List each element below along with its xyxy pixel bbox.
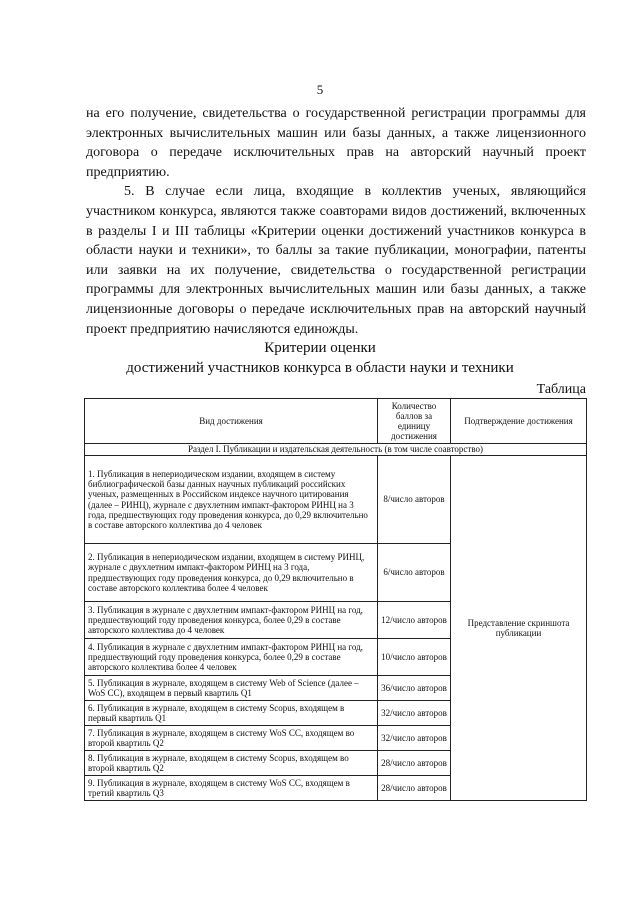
- body-text: [86, 104, 586, 339]
- section-row: [85, 444, 587, 456]
- paragraph-continuation: на его получение, свидетельства о государственной регистрации программы для электронных вычислительных машин или базы данных, а также лицензионного договора о передаче исключительных прав на авторский научный проект предприятию.: [86, 106, 586, 180]
- confirmation-cell: Представление скриншота публикации: [451, 456, 587, 801]
- criteria-title-line1: Критерии оценки: [264, 340, 376, 356]
- header-confirmation: Подтверждение достижения: [451, 399, 587, 444]
- header-points: Количество баллов за единицу достижения: [378, 399, 451, 444]
- row-description: 3. Публикация в журнале с двухлетним импакт-фактором РИНЦ на год, предшествующий году проведения конкурса, более 0,29 в составе авторского коллектива до 4 человек: [85, 602, 378, 639]
- row-points: 36/число авторов: [378, 676, 451, 701]
- row-description: 5. Публикация в журнале, входящем в систему Web of Science (далее – WoS CC), входящем в первый квартиль Q1: [85, 676, 378, 701]
- row-points: 32/число авторов: [378, 701, 451, 726]
- paragraph-item-5: 5. В случае если лица, входящие в коллектив ученых, являющийся участником конкурса, являются также соавторами видов достижений, включенных в разделы I и III таблицы «Критерии оценки достижений участников конкурса в области науки и техники», то баллы за такие публикации, монографии, патенты или заявки на их получение, свидетельства о государственной регистрации программы для электронных вычислительных машин или базы данных, а также лицензионные договоры о передаче исключительных прав на авторский научный проект предприятию начисляются единожды.: [86, 184, 586, 337]
- criteria-title: [0, 338, 640, 378]
- page-number: 5: [316, 82, 324, 97]
- row-description: 6. Публикация в журнале, входящем в систему Scopus, входящем в первый квартиль Q1: [85, 701, 378, 726]
- row-points: 12/число авторов: [378, 602, 451, 639]
- row-points: 28/число авторов: [378, 776, 451, 801]
- header-kind: Вид достижения: [85, 399, 378, 444]
- table-row: [85, 456, 587, 544]
- row-description: 8. Публикация в журнале, входящем в систему Scopus, входящем во второй квартиль Q2: [85, 751, 378, 776]
- row-points: 8/число авторов: [378, 456, 451, 544]
- row-description: 2. Публикация в непериодическом издании, входящем в систему РИНЦ, журнале с двухлетним импакт-фактором РИНЦ на 3 года, предшествующих году проведения конкурса, до 0,29 включительно в составе авторского коллектива более 4 человек: [85, 544, 378, 602]
- row-description: 9. Публикация в журнале, входящем в систему WoS CC, входящем в третий квартиль Q3: [85, 776, 378, 801]
- row-description: 4. Публикация в журнале с двухлетним импакт-фактором РИНЦ на год, предшествующий году проведения конкурса, более 0,29 в составе авторского коллектива более 4 человек: [85, 639, 378, 676]
- row-points: 6/число авторов: [378, 544, 451, 602]
- table-header-row: [85, 399, 587, 444]
- row-points: 28/число авторов: [378, 751, 451, 776]
- section-title: Раздел I. Публикации и издательская деятельность (в том числе соавторство): [85, 444, 587, 456]
- row-points: 32/число авторов: [378, 726, 451, 751]
- table-caption: Таблица: [536, 382, 586, 397]
- row-description: 1. Публикация в непериодическом издании, входящем в систему библиографической базы данных научных публикаций российских ученых, размещенных в Российском индексе научного цитирования (далее – РИНЦ), журнале с двухлетним импакт-фактором РИНЦ на 3 года, предшествующих году проведения конкурса, до 0,29 включительно в составе авторского коллектива до 4 человек: [85, 456, 378, 544]
- row-description: 7. Публикация в журнале, входящем в систему WoS CC, входящем во второй квартиль Q2: [85, 726, 378, 751]
- criteria-table: [84, 398, 587, 801]
- criteria-title-line2: достижений участников конкурса в области науки и техники: [126, 360, 514, 376]
- row-points: 10/число авторов: [378, 639, 451, 676]
